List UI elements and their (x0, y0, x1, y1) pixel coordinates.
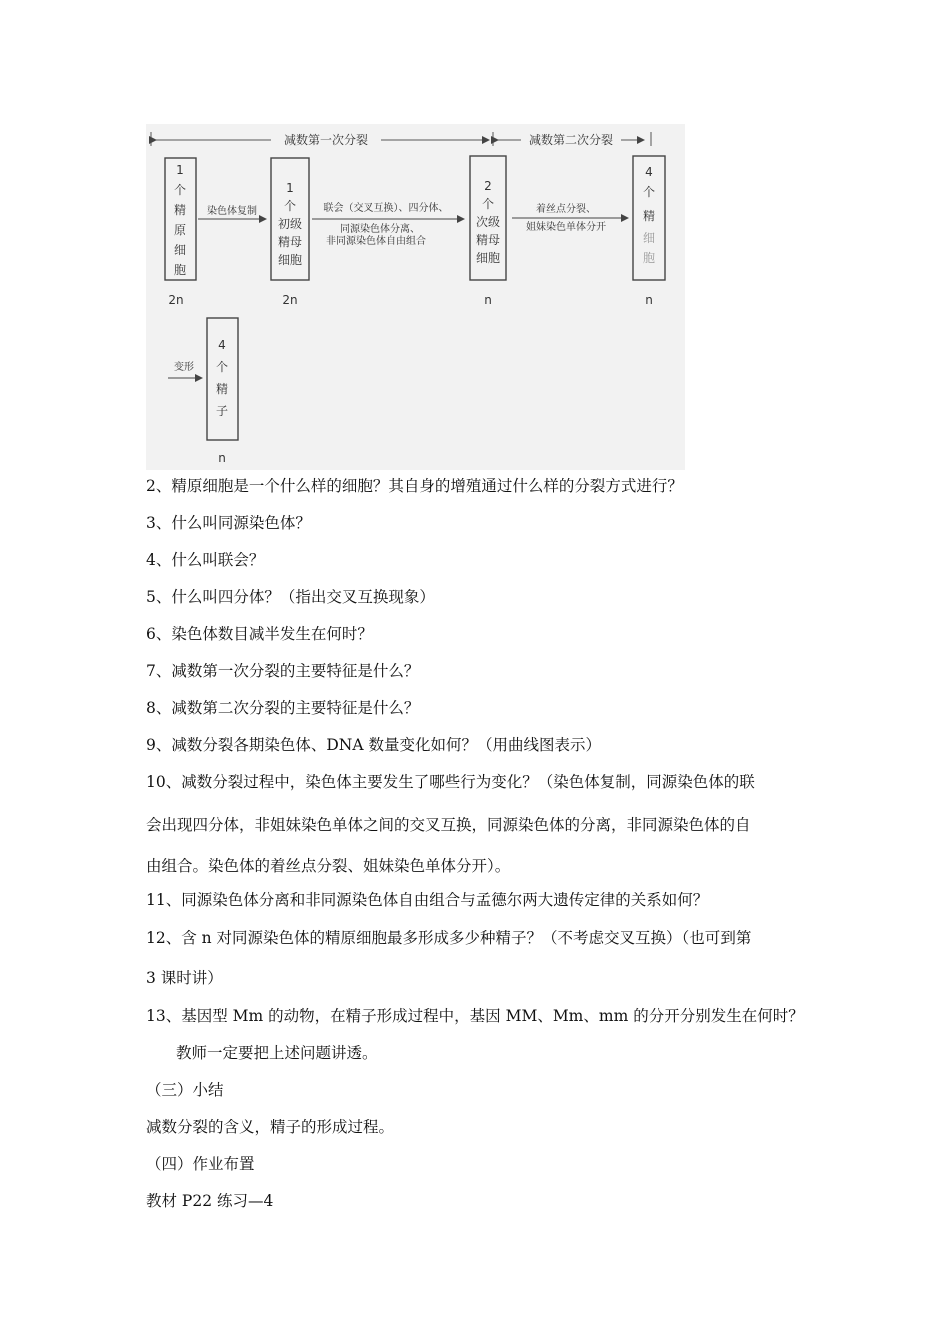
svg-text:精母: 精母 (277, 235, 303, 249)
svg-text:2: 2 (484, 179, 492, 193)
svg-text:胞: 胞 (173, 263, 187, 277)
svg-text:胞: 胞 (642, 251, 656, 265)
question-5: 5、什么叫四分体？（指出交叉互换现象） (146, 588, 435, 606)
svg-text:细胞: 细胞 (475, 251, 501, 265)
svg-text:精: 精 (215, 382, 229, 396)
question-11: 11、同源染色体分离和非同源染色体自由组合与孟德尔两大遗传定律的关系如何？ (146, 891, 709, 909)
stage2-label: 减数第二次分裂 (528, 133, 614, 147)
svg-text:非同源染色体自由组合: 非同源染色体自由组合 (326, 236, 426, 247)
question-9: 9、减数分裂各期染色体、DNA 数量变化如何？（用曲线图表示） (146, 736, 601, 754)
question-13: 13、基因型 Mm 的动物，在精子形成过程中，基因 MM、Mm、mm 的分开分别发生在何时？ (146, 1007, 804, 1025)
question-12-line1: 12、含 n 对同源染色体的精原细胞最多形成多少种精子？（不考虑交叉互换）（也可到第 (146, 929, 752, 947)
svg-text:原: 原 (173, 223, 187, 237)
svg-text:个: 个 (173, 183, 187, 197)
svg-text:姐妹染色单体分开: 姐妹染色单体分开 (526, 222, 606, 233)
box-sperm (207, 318, 238, 440)
svg-text:个: 个 (283, 199, 297, 213)
question-10-line1: 10、减数分裂过程中，染色体主要发生了哪些行为变化？（染色体复制，同源染色体的联 (146, 773, 755, 791)
svg-text:初级: 初级 (277, 217, 303, 231)
svg-text:同源染色体分离、: 同源染色体分离、 (340, 224, 420, 235)
ploidy-3: n (484, 293, 492, 307)
svg-text:子: 子 (215, 404, 229, 418)
question-10-line3: 由组合。染色体的着丝点分裂、姐妹染色单体分开）。 (146, 857, 511, 875)
svg-text:个: 个 (642, 185, 656, 199)
stage1-label: 减数第一次分裂 (283, 133, 369, 147)
question-6: 6、染色体数目减半发生在何时？ (146, 625, 373, 643)
svg-text:细: 细 (642, 231, 656, 245)
ploidy-1: 2n (168, 293, 184, 307)
question-3: 3、什么叫同源染色体？ (146, 514, 311, 532)
question-7: 7、减数第一次分裂的主要特征是什么？ (146, 662, 420, 680)
arrow4-label: 变形 (174, 362, 194, 373)
arrow1-label: 染色体复制 (207, 206, 257, 217)
svg-text:精: 精 (642, 209, 656, 223)
svg-text:个: 个 (481, 197, 495, 211)
question-8: 8、减数第二次分裂的主要特征是什么？ (146, 699, 420, 717)
svg-text:次级: 次级 (475, 215, 501, 229)
svg-text:细胞: 细胞 (277, 253, 303, 267)
svg-text:精: 精 (173, 203, 187, 217)
ploidy-4: n (645, 293, 653, 307)
svg-text:4: 4 (218, 338, 226, 352)
homework-text: 教材 P22 练习—4 (146, 1192, 274, 1210)
svg-text:着丝点分裂、: 着丝点分裂、 (536, 204, 596, 215)
spermatogenesis-diagram (146, 124, 685, 470)
svg-text:1: 1 (286, 181, 294, 195)
svg-text:联会（交叉互换）、四分体、: 联会（交叉互换）、四分体、 (323, 203, 449, 214)
svg-text:细: 细 (173, 243, 187, 257)
question-10-line2: 会出现四分体，非姐妹染色单体之间的交叉互换，同源染色体的分离，非同源染色体的自 (146, 816, 751, 834)
section-summary-heading: （三）小结 (146, 1081, 224, 1099)
ploidy-2: 2n (282, 293, 298, 307)
ploidy-5: n (218, 451, 226, 465)
teacher-note: 教师一定要把上述问题讲透。 (176, 1044, 378, 1062)
question-12-line2: 3 课时讲） (146, 969, 223, 987)
question-2: 2、精原细胞是一个什么样的细胞？其自身的增殖通过什么样的分裂方式进行？ (146, 477, 683, 495)
diagram-svg (146, 124, 685, 470)
svg-text:精母: 精母 (475, 233, 501, 247)
svg-text:个: 个 (215, 360, 229, 374)
svg-text:1: 1 (176, 163, 184, 177)
question-4: 4、什么叫联会？ (146, 551, 265, 569)
summary-text: 减数分裂的含义，精子的形成过程。 (146, 1118, 395, 1136)
svg-text:4: 4 (645, 165, 653, 179)
section-homework-heading: （四）作业布置 (146, 1155, 255, 1173)
